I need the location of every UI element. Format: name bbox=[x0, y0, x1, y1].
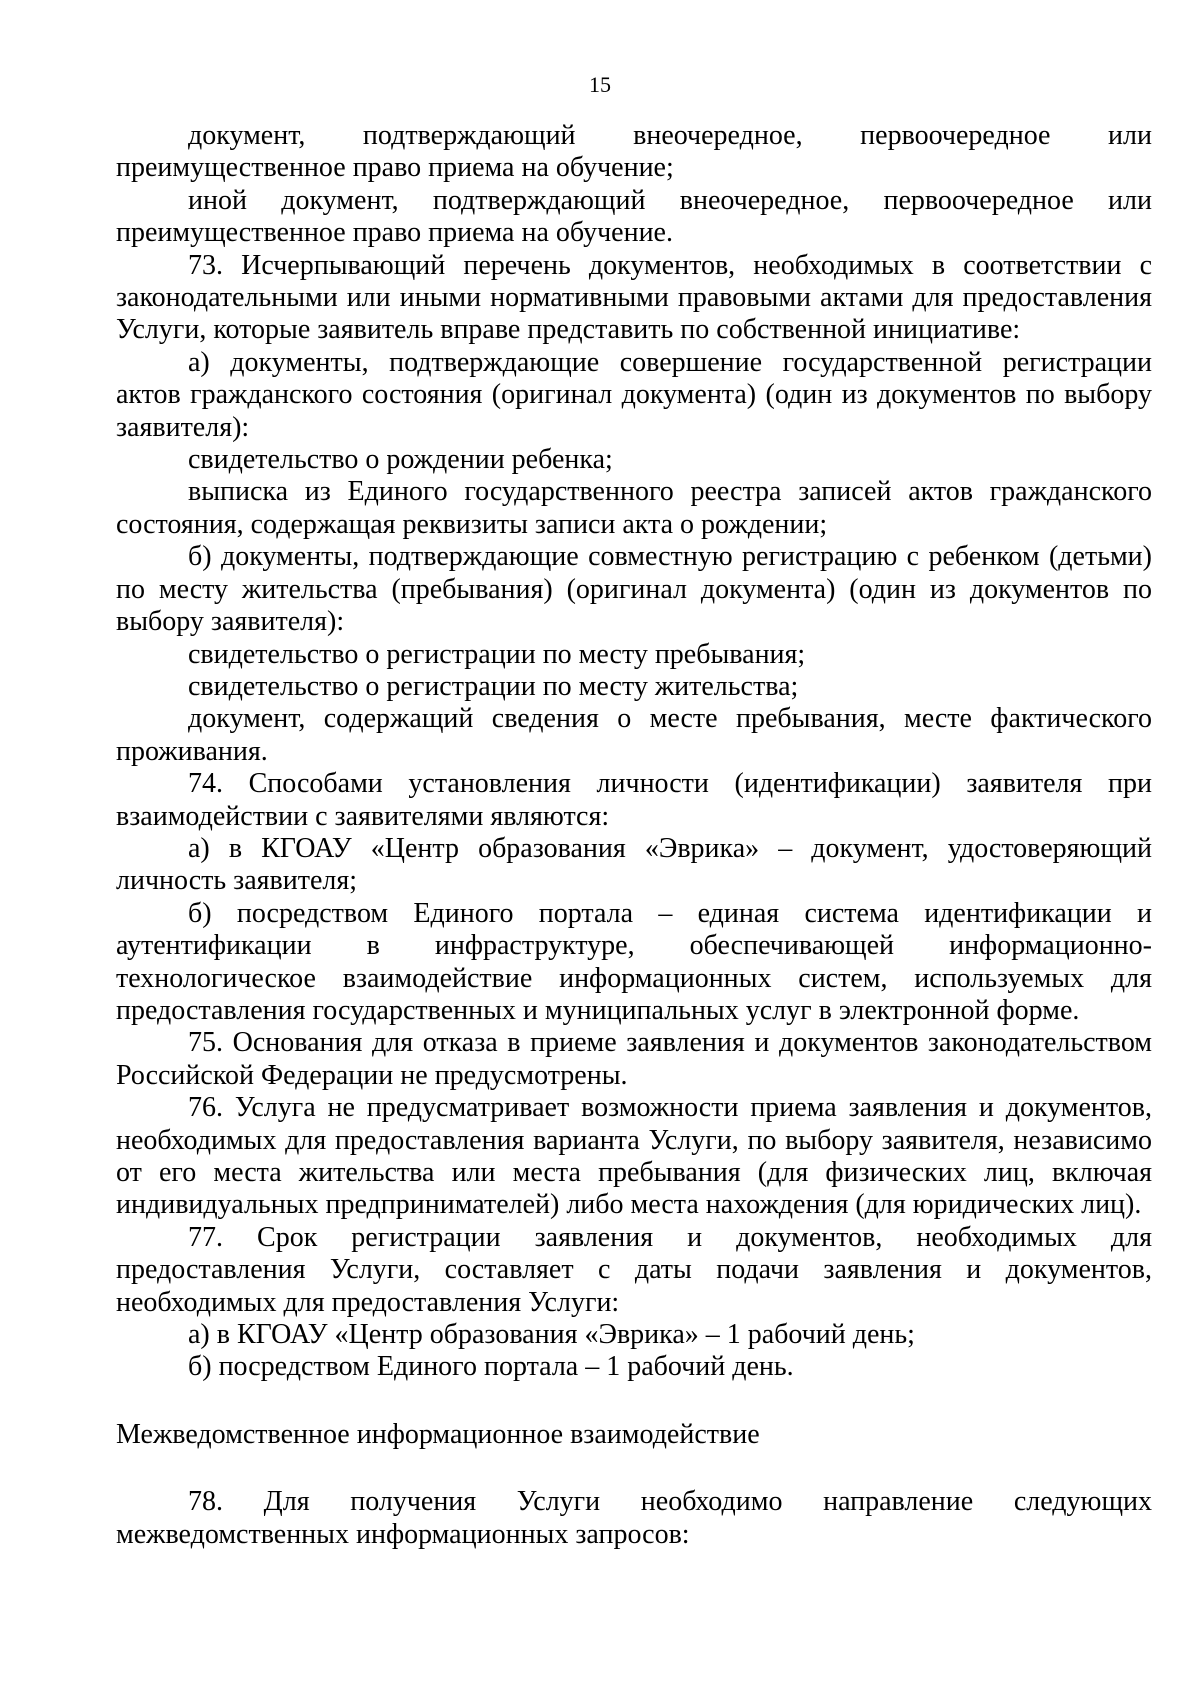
paragraph: 74. Способами установления личности (идентификации) заявителя при взаимодействии с заявителями являются: bbox=[116, 768, 1152, 832]
section-heading: Межведомственное информационное взаимодействие bbox=[116, 1418, 760, 1450]
paragraph: б) документы, подтверждающие совместную регистрацию с ребенком (детьми) по месту жительства (пребывания) (оригинал документа) (один из документов по выбору заявителя): bbox=[116, 541, 1152, 638]
document-body bbox=[116, 120, 1152, 1551]
paragraph: а) документы, подтверждающие совершение государственной регистрации актов гражданского состояния (оригинал документа) (один из документов по выбору заявителя): bbox=[116, 346, 1152, 443]
paragraph: документ, содержащий сведения о месте пребывания, месте фактического проживания. bbox=[116, 703, 1152, 767]
paragraph: 75. Основания для отказа в приеме заявления и документов законодательством Российской Федерации не предусмотрены. bbox=[116, 1027, 1152, 1091]
paragraph: б) посредством Единого портала – единая система идентификации и аутентификации в инфраструктуре, обеспечивающей информационно-технологическое взаимодействие информационных систем, используемых для предоставления государственных и муниципальных услуг в электронной форме. bbox=[116, 897, 1152, 1026]
paragraph: свидетельство о рождении ребенка; bbox=[188, 444, 613, 476]
paragraph: б) посредством Единого портала – 1 рабочий день. bbox=[188, 1351, 794, 1383]
paragraph: свидетельство о регистрации по месту жительства; bbox=[188, 670, 799, 702]
paragraph: иной документ, подтверждающий внеочередное, первоочередное или преимущественное право приема на обучение. bbox=[116, 184, 1152, 249]
paragraphs-top bbox=[116, 120, 1152, 1384]
paragraph: 76. Услуга не предусматривает возможности приема заявления и документов, необходимых для предоставления варианта Услуги, по выбору заявителя, независимо от его места жительства или места пребывания (для физических лиц, включая индивидуальных предпринимателей) либо места нахождения (для юридических лиц). bbox=[116, 1092, 1152, 1221]
paragraph: свидетельство о регистрации по месту пребывания; bbox=[188, 638, 806, 670]
paragraph: документ, подтверждающий внеочередное, первоочередное или преимущественное право приема на обучение; bbox=[116, 120, 1152, 184]
paragraphs-bottom bbox=[116, 1486, 1152, 1551]
paragraph: 78. Для получения Услуги необходимо направление следующих межведомственных информационных запросов: bbox=[116, 1486, 1152, 1550]
page-number: 15 bbox=[589, 72, 611, 97]
paragraph: 73. Исчерпывающий перечень документов, необходимых в соответствии с законодательными или иными нормативными правовыми актами для предоставления Услуги, которые заявитель вправе представить по собственной инициативе: bbox=[116, 249, 1152, 346]
paragraph: выписка из Единого государственного реестра записей актов гражданского состояния, содержащая реквизиты записи акта о рождении; bbox=[116, 476, 1152, 540]
paragraph: 77. Срок регистрации заявления и документов, необходимых для предоставления Услуги, составляет с даты подачи заявления и документов, необходимых для предоставления Услуги: bbox=[116, 1221, 1152, 1318]
paragraph: а) в КГОАУ «Центр образования «Эврика» – документ, удостоверяющий личность заявителя; bbox=[116, 832, 1152, 897]
paragraph: а) в КГОАУ «Центр образования «Эврика» – 1 рабочий день; bbox=[188, 1319, 915, 1351]
